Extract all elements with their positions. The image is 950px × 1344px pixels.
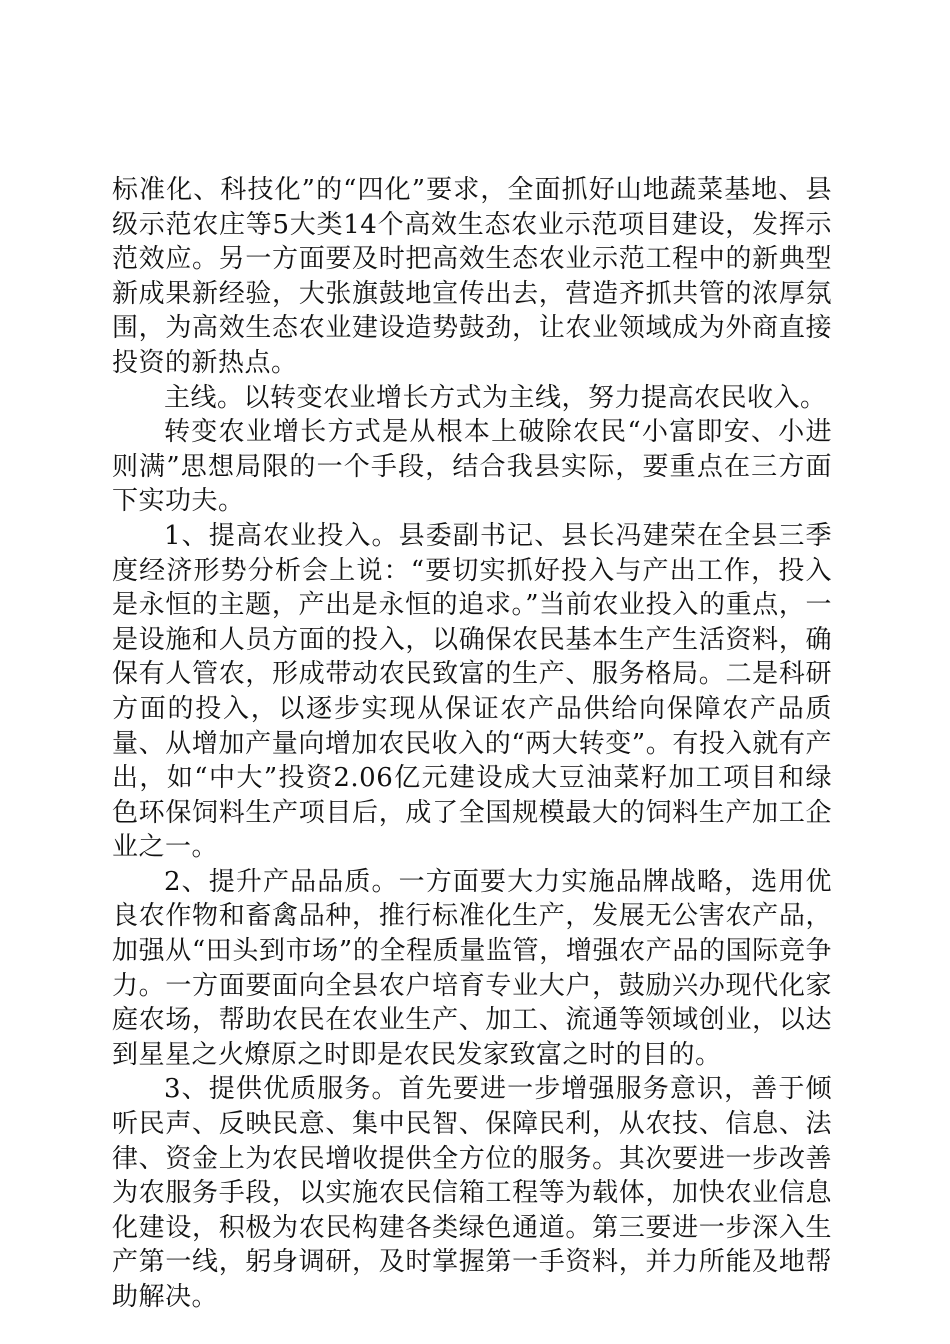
paragraph-growth-mode: 转变农业增长方式是从根本上破除农民“小富即安、小进则满”思想局限的一个手段，结合我县实际，要重点在三方面下实功夫。 [112, 417, 832, 517]
paragraph-item-3-service: 3、提供优质服务。首先要进一步增强服务意识，善于倾听民声、反映民意、集中民智、保障民利，从农技、信息、法律、资金上为农民增收提供全方位的服务。其次要进一步改善为农服务手段，以实施农民信箱工程等为载体，加快农业信息化建设，积极为农民构建各类绿色通道。第三要进一步深入生产第一线，躬身调研，及时掌握第一手资料，并力所能及地帮助解决。 [112, 1074, 832, 1312]
paragraph-item-2-quality: 2、提升产品品质。一方面要大力实施品牌战略，选用优良农作物和畜禽品种，推行标准化生产，发展无公害农产品，加强从“田头到市场”的全程质量监管，增强农产品的国际竞争力。一方面要面向全县农户培育专业大户，鼓励兴办现代化家庭农场，帮助农民在农业生产、加工、流通等领域创业，以达到星星之火燎原之时即是农民发家致富之时的目的。 [112, 866, 832, 1070]
document-body [112, 173, 832, 1315]
paragraph-item-1-investment: 1、提高农业投入。县委副书记、县长冯建荣在全县三季度经济形势分析会上说：“要切实抓好投入与产出工作，投入是永恒的主题，产出是永恒的追求。”当前农业投入的重点，一是设施和人员方面的投入，以确保农民基本生产生活资料，确保有人管农，形成带动农民致富的生产、服务格局。二是科研方面的投入，以逐步实现从保证农产品供给向保障农产品质量、从增加产量向增加农民收入的“两大转变”。有投入就有产出，如“中大”投资2.06亿元建设成大豆油菜籽加工项目和绿色环保饲料生产项目后，成了全国规模最大的饲料生产加工企业之一。 [112, 520, 832, 863]
paragraph-continuation: 标准化、科技化”的“四化”要求，全面抓好山地蔬菜基地、县级示范农庄等5大类14个高效生态农业示范项目建设，发挥示范效应。另一方面要及时把高效生态农业示范工程中的新典型新成果新经验，大张旗鼓地宣传出去，营造齐抓共管的浓厚氛围，为高效生态农业建设造势鼓劲，让农业领域成为外商直接投资的新热点。 [112, 175, 832, 378]
paragraph-main-line: 主线。以转变农业增长方式为主线，努力提高农民收入。 [164, 382, 827, 413]
